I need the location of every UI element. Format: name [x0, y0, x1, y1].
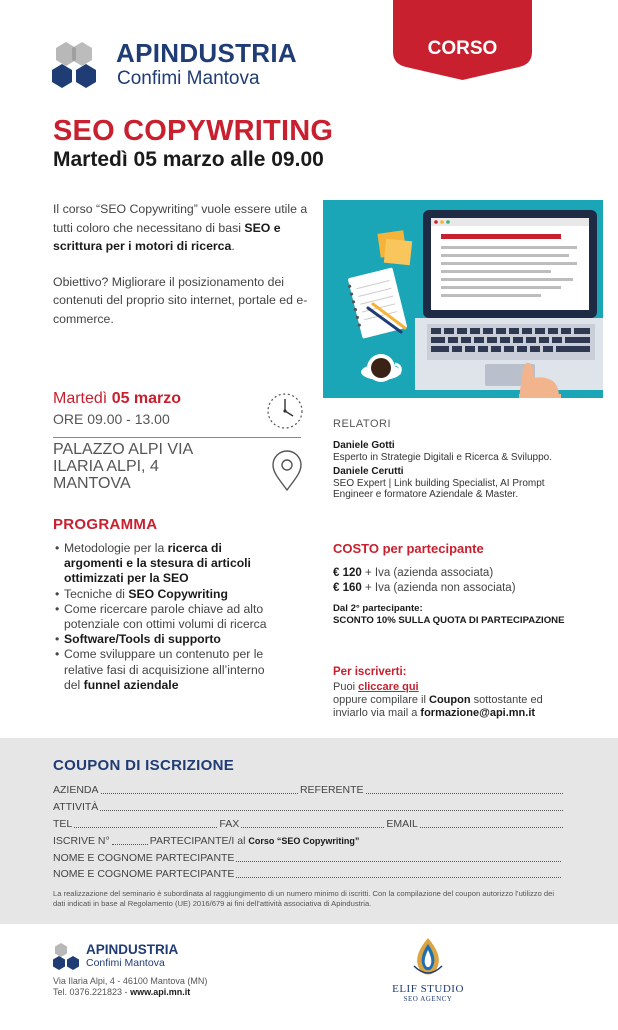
- coupon-row-iscrive: ISCRIVE N° PARTECIPANTE/I al Corso “SEO Copywriting”: [53, 835, 360, 847]
- list-item: • Come sviluppare un contenuto per le relative fasi di acquisizione all’interno del funnel aziendale: [55, 647, 280, 693]
- iscrizione-line-2: oppure compilare il Coupon sottostante ed: [333, 694, 543, 706]
- list-item: • Software/Tools di supporto: [55, 632, 280, 647]
- relatore-1: Daniele Gotti Esperto in Strategie Digitali e Ricerca & Sviluppo.: [333, 440, 552, 463]
- nome-partecipante-2-field[interactable]: [236, 877, 561, 878]
- website-link[interactable]: www.api.mn.it: [130, 987, 191, 997]
- tel-field[interactable]: [74, 827, 217, 828]
- divider: [53, 437, 301, 438]
- location-pin-icon: [270, 450, 304, 492]
- relatore-2: Daniele Cerutti SEO Expert | Link building Specialist, AI Prompt Engineer e formatore Aziendale & Master.: [333, 466, 545, 500]
- email-field[interactable]: [420, 827, 563, 828]
- iscrizione-line-1: Puoi cliccare qui: [333, 681, 419, 693]
- costo-heading: COSTO per partecipante: [333, 541, 484, 556]
- coupon-row-contatti: TEL FAX EMAIL: [53, 817, 565, 830]
- sconto-note: Dal 2° partecipante: SCONTO 10% SULLA QUOTA DI PARTECIPAZIONE: [333, 603, 565, 626]
- partner-tagline: SEO AGENCY: [403, 995, 453, 1003]
- event-title: SEO COPYWRITING: [53, 115, 334, 147]
- referente-field[interactable]: [366, 793, 563, 794]
- price-non-associata: € 160 + Iva (azienda non associata): [333, 582, 516, 594]
- email-link[interactable]: formazione@api.mn.it: [420, 707, 536, 719]
- attivita-field[interactable]: [100, 810, 563, 811]
- iscrizione-line-3: inviarlo via mail a formazione@api.mn.it: [333, 707, 536, 719]
- coupon-heading: COUPON DI ISCRIZIONE: [53, 757, 235, 774]
- numero-partecipanti-field[interactable]: [112, 844, 148, 845]
- nome-partecipante-1-field[interactable]: [236, 861, 561, 862]
- event-day: Martedì 05 marzo: [53, 390, 182, 407]
- footer-brand-name: APINDUSTRIA: [86, 942, 179, 957]
- partner-name: ELIF STUDIO: [392, 983, 464, 995]
- elif-studio-logo-icon: [408, 936, 448, 980]
- brand-name: APINDUSTRIA: [116, 38, 297, 68]
- coupon-row-attivita: ATTIVITÀ: [53, 800, 565, 813]
- coupon-row-azienda: AZIENDA REFERENTE: [53, 783, 565, 796]
- event-hours: ORE 09.00 - 13.00: [53, 411, 170, 427]
- coupon-row-nome-2: NOME E COGNOME PARTECIPANTE: [53, 867, 563, 880]
- list-item: • Metodologie per la ricerca di argomenti e la stesura di articoli ottimizzati per la SEO: [55, 541, 280, 587]
- azienda-field[interactable]: [101, 793, 298, 794]
- privacy-disclaimer: La realizzazione del seminario è subordinata al raggiungimento di un numero minimo di iscritti. Con la compilazione del coupon autorizzo l’utilizzo dei dati indicati in base al Regolamento (UE) 2016/679 ai fini dell’attività associativa di Apindustria.: [53, 889, 555, 908]
- footer-brand-subname: Confimi Mantova: [86, 957, 165, 969]
- intro-text: Il corso “SEO Copywriting” vuole essere utile a tutti coloro che necessitano di basi SEO e scrittura per i motori di ricerca. Obiettivo? Migliorare il posizionamento dei contenuti del proprio sito internet, portale ed e-commerce.: [53, 202, 308, 326]
- price-associata: € 120 + Iva (azienda associata): [333, 567, 494, 579]
- brand-subname: Confimi Mantova: [117, 68, 260, 89]
- cliccare-qui-link[interactable]: cliccare qui: [358, 681, 419, 693]
- programma-heading: PROGRAMMA: [53, 516, 158, 533]
- event-place: PALAZZO ALPI VIA ILARIA ALPI, 4 MANTOVA: [53, 441, 194, 492]
- relatori-heading: RELATORI: [333, 418, 391, 430]
- programma-list: [55, 541, 280, 693]
- iscrizione-heading: Per iscriverti:: [333, 666, 407, 678]
- coupon-row-nome-1: NOME E COGNOME PARTECIPANTE: [53, 851, 563, 864]
- corso-label: CORSO: [427, 38, 498, 59]
- clock-icon: [266, 392, 304, 430]
- list-item: • Tecniche di SEO Copywriting: [55, 587, 280, 602]
- event-date: Martedì 05 marzo alle 09.00: [53, 148, 324, 171]
- list-item: • Come ricercare parole chiave ad alto potenziale con ottimi volumi di ricerca: [55, 602, 280, 632]
- laptop-illustration-icon: [323, 200, 603, 398]
- footer-address: Via Ilaria Alpi, 4 - 46100 Mantova (MN) Tel. 0376.221823 - www.api.mn.it: [53, 976, 208, 997]
- fax-field[interactable]: [241, 827, 384, 828]
